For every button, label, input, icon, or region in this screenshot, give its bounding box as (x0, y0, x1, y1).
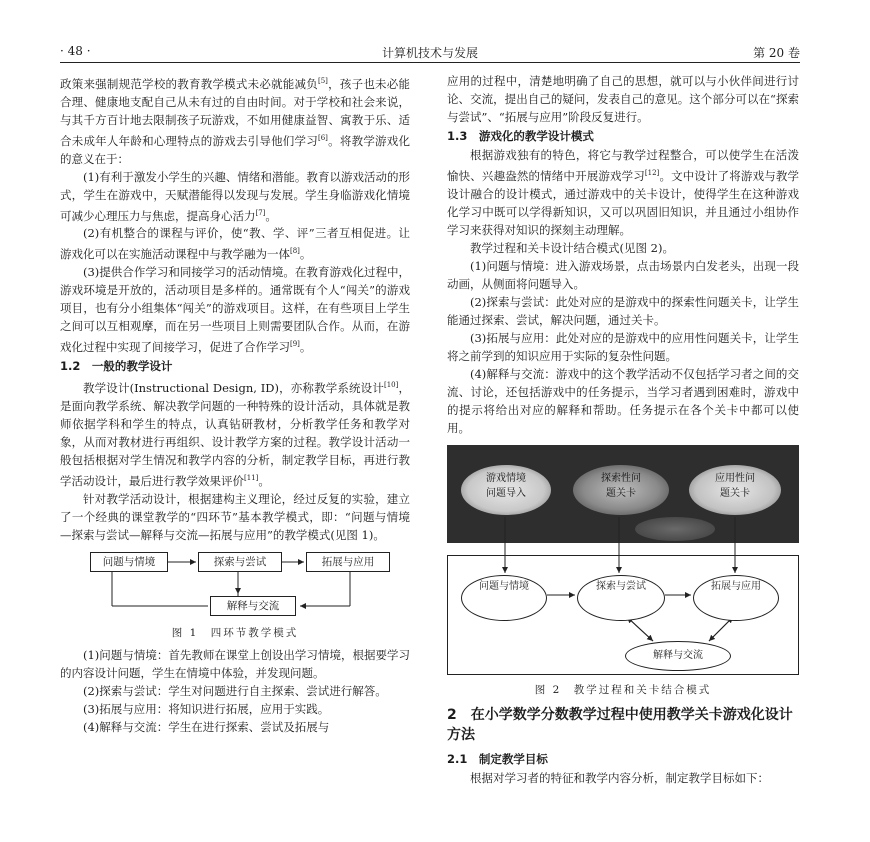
paragraph: (2)探索与尝试：学生对问题进行自主探索、尝试进行解答。 (83, 683, 387, 698)
paragraph: 根据游戏独有的特色，将它与教学过程整合，可以使学生在活泼愉快、兴趣盎然的情绪中开展游戏学习[12]。文中设计了将游戏与教学设计融合的设计模式，通过游戏中的关卡设计，使得学生在这种游戏化学习中既可以学得新知识，又可以巩固旧知识，并且通过小组协作学习来获得对知识的探刻主动理解。 (447, 148, 800, 237)
fig1-box-explore: 探索与尝试 (198, 552, 282, 572)
paragraph: (2)探索与尝试：此处对应的是游戏中的探索性问题关卡，让学生能通过探索、尝试，解决问题，通过关卡。 (447, 294, 799, 327)
right-column (447, 72, 799, 787)
fig1-box-problem: 问题与情境 (90, 552, 168, 572)
paragraph: (1)问题与情境：首先教师在课堂上创设出学习情境，根据要学习的内容设计问题，学生在情境中体验，并发现问题。 (60, 647, 410, 680)
paragraph: 针对教学活动设计，根据建构主义理论，经过反复的实验，建立了一个经典的课堂教学的“四环节”基本教学模式，即：“问题与情境—探索与尝试—解释与交流—拓展与应用”的教学模式(见图 1)。 (60, 491, 410, 542)
figure-1-diagram (60, 550, 410, 620)
section-heading-2: 2 在小学数学分数教学过程中使用教学关卡游戏化设计方法 (447, 706, 793, 743)
figure-1-caption: 图 1 四环节教学模式 (171, 626, 299, 639)
journal-title: 计算机技术与发展 (381, 46, 478, 60)
game-oval-explore: 探索性问 题关卡 (573, 465, 669, 515)
volume-label: 第 20 卷 (753, 46, 800, 60)
paragraph: 教学过程和关卡设计结合模式(见图 2)。 (470, 240, 674, 255)
paragraph: 教学设计(Instructional Design, ID)，亦称教学系统设计[10]，是面向教学系统、解决教学问题的一种特殊的设计活动，具体就是教师依据学科和学生的特点，认真钻研教材，分析教学任务和教学对象，从而对教材进行再组织、设计教学方案的过程。教学设计活动一般包括根据对学生情况和教学内容的分析，制定教学目标，再进行教学活动设计，最后进行教学效果评价[11]。 (60, 380, 410, 488)
fig2-ellipse-explore: 探索与尝试 (577, 575, 665, 621)
left-column (60, 72, 410, 736)
paragraph: (2)有机整合的课程与评价，使“教、学、评”三者互相促进。让游戏化可以在实施活动课程中与教学融为一体[8]。 (60, 226, 410, 262)
paragraph: (3)拓展与应用：将知识进行拓展，应用于实践。 (83, 701, 330, 716)
paragraph: (4)解释与交流：学生在进行探索、尝试及拓展与 (83, 719, 330, 734)
section-heading-2-1: 2.1 制定教学目标 (447, 751, 548, 766)
fig2-ellipse-explain: 解释与交流 (625, 641, 731, 671)
header-rule (60, 62, 800, 63)
paragraph: (1)问题与情境：进入游戏场景，点击场景内白发老头，出现一段动画，从侧面将问题导入。 (447, 258, 799, 291)
paragraph: (1)有利于激发小学生的兴趣、情绪和潜能。教育以游戏活动的形式，学生在游戏中，天赋潜能得以发现与发展。学生身临游戏化情境可减少心理压力与焦虑，提高身心活力[7]。 (60, 169, 410, 223)
figure-2-caption: 图 2 教学过程和关卡结合模式 (534, 683, 712, 696)
paragraph: (4)解释与交流：游戏中的这个教学活动不仅包括学习者之间的交流、讨论，还包括游戏中的任务提示，当学习者遇到困难时，游戏中的提示将给出对应的解释和帮助。任务提示在各个关卡中都可以使用。 (447, 366, 799, 435)
section-heading-1-2: 1.2 一般的教学设计 (60, 359, 173, 374)
game-oval-problem: 游戏情境 问题导入 (461, 465, 551, 515)
game-oval-apply: 应用性问 题关卡 (689, 465, 781, 515)
paragraph: (3)提供合作学习和同接学习的活动情境。在教育游戏化过程中，游戏环境是开放的，活动项目是多样的。通常既有个人“闯关”的游戏项目，也有分小组集体“闯关”的游戏项目。这样，在有些项目上学生之间可以互相观摩，而在另一些项目上则需要团队合作。从而，在游戏化过程中实现了间接学习，促进了合作学习[9]。 (60, 265, 410, 355)
fig2-ellipse-problem: 问题与情境 (461, 575, 547, 621)
fig2-ellipse-extend: 拓展与应用 (693, 575, 779, 621)
fig1-box-extend: 拓展与应用 (306, 552, 390, 572)
section-heading-1-3: 1.3 游戏化的教学设计模式 (447, 129, 594, 143)
paragraph: 政策来强制规范学校的教育教学模式未必就能减负[5]，孩子也未必能合理、健康地支配自己从未有过的自由时间。对于学校和社会来说，与其千方百计地去限制孩子玩游戏，不如用健康益智、寓教于乐、适合未成年人年龄和心理特点的游戏去引导他们学习[6]。将教学游戏化的意义在于： (60, 76, 411, 166)
paragraph: (3)拓展与应用：此处对应的是游戏中的应用性问题关卡，让学生将之前学到的知识应用于实际的复杂性问题。 (447, 330, 799, 363)
paragraph: 应用的过程中，清楚地明确了自己的思想，就可以与小伙伴间进行讨论、交流，提出自己的疑问，发表自己的意见。这个部分可以在“探索与尝试”、“拓展与应用”阶段反复进行。 (447, 74, 799, 124)
page-number: · 48 · (60, 44, 91, 58)
fig1-box-explain: 解释与交流 (210, 596, 296, 616)
paragraph: 根据对学习者的特征和教学内容分析，制定教学目标如下： (470, 770, 769, 785)
page-header (60, 42, 800, 62)
figure-2-diagram (447, 445, 799, 677)
